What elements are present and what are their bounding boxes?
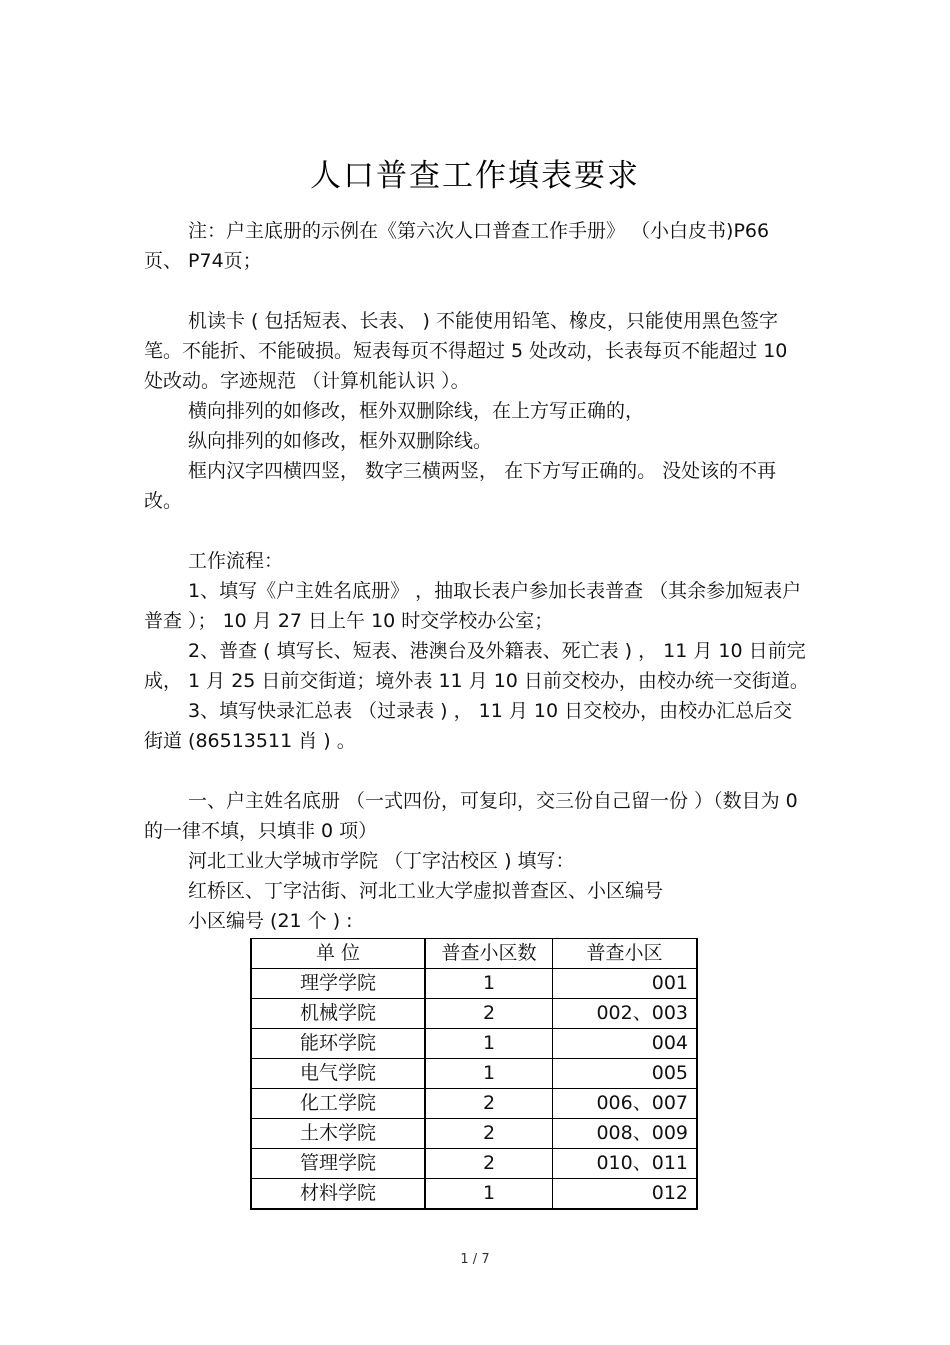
cell-subdistricts: 006、007 <box>553 1089 698 1119</box>
cell-count: 2 <box>425 1089 553 1119</box>
cell-unit: 理学学院 <box>251 969 425 999</box>
workflow-heading: 工作流程： <box>188 550 284 572</box>
table-row <box>251 1059 697 1089</box>
cell-subdistricts: 004 <box>553 1029 698 1059</box>
cell-unit: 能环学院 <box>251 1029 425 1059</box>
cell-subdistricts: 008、009 <box>553 1119 698 1149</box>
cell-subdistricts: 005 <box>553 1059 698 1089</box>
table-row <box>251 1179 697 1210</box>
cell-count: 1 <box>425 1029 553 1059</box>
table-header-row <box>251 939 697 969</box>
cell-unit: 土木学院 <box>251 1119 425 1149</box>
district-line: 红桥区、丁字沽街、河北工业大学虚拟普查区、小区编号 <box>188 880 664 902</box>
cell-unit: 化工学院 <box>251 1089 425 1119</box>
subdistrict-count-line: 小区编号 (21 个 ) : <box>188 910 353 932</box>
spacer <box>144 516 809 546</box>
workflow-step-1: 1、填写《户主姓名底册》 ，抽取长表户参加长表普查 （其余参加短表户普查 ）； 10 月 27 日上午 10 时交学校办公室； <box>144 580 802 632</box>
page-title: 人口普查工作填表要求 <box>310 158 640 194</box>
table-row <box>251 1089 697 1119</box>
cell-count: 2 <box>425 999 553 1029</box>
cell-count: 1 <box>425 1059 553 1089</box>
cell-unit: 管理学院 <box>251 1149 425 1179</box>
table-row <box>251 969 697 999</box>
header-subdistricts: 普查小区 <box>553 939 698 969</box>
school-line: 河北工业大学城市学院 （丁字沽校区 ) 填写： <box>188 850 575 872</box>
cell-unit: 机械学院 <box>251 999 425 1029</box>
table-row <box>251 1119 697 1149</box>
cell-subdistricts: 001 <box>553 969 698 999</box>
page-number: 1 / 7 <box>460 1252 490 1267</box>
document-body <box>144 216 809 1210</box>
cell-unit: 电气学院 <box>251 1059 425 1089</box>
horizontal-correction-rule: 横向排列的如修改，框外双删除线，在上方写正确的， <box>188 400 645 422</box>
cell-unit: 材料学院 <box>251 1179 425 1210</box>
cell-count: 1 <box>425 969 553 999</box>
header-subdistrict-count: 普查小区数 <box>425 939 553 969</box>
table-row <box>251 999 697 1029</box>
cell-count: 1 <box>425 1179 553 1210</box>
spacer <box>144 756 809 786</box>
table-row <box>251 1149 697 1179</box>
workflow-step-2: 2、普查 ( 填写长、短表、港澳台及外籍表、死亡表 ) ， 11 月 10 日前完成， 1 月 25 日前交街道；境外表 11 月 10 日前交校办，由校办统一交街道。 <box>144 640 809 692</box>
cell-subdistricts: 012 <box>553 1179 698 1210</box>
cell-count: 2 <box>425 1119 553 1149</box>
note-paragraph: 注：户主底册的示例在《第六次人口普查工作手册》 （小白皮书)P66 页、 P74页； <box>144 220 770 272</box>
vertical-correction-rule: 纵向排列的如修改，框外双删除线。 <box>188 430 493 452</box>
workflow-step-3: 3、填写快录汇总表 （过录表 ) ， 11 月 10 日交校办，由校办汇总后交街道 (86513511 肖 ) 。 <box>144 700 793 752</box>
machine-card-paragraph: 机读卡 ( 包括短表、长表、 ) 不能使用铅笔、橡皮，只能使用黑色签字笔。不能折、不能破损。短表每页不得超过 5 处改动，长表每页不能超过 10 处改动。字迹规范 （计算机能认识 ）。 <box>144 310 788 392</box>
inbox-correction-rule: 框内汉字四横四竖， 数字三横两竖， 在下方写正确的。 没处该的不再改。 <box>144 460 777 512</box>
header-unit: 单 位 <box>251 939 425 969</box>
table-row <box>251 1029 697 1059</box>
cell-subdistricts: 010、011 <box>553 1149 698 1179</box>
cell-count: 2 <box>425 1149 553 1179</box>
cell-subdistricts: 002、003 <box>553 999 698 1029</box>
section-one-heading: 一、户主姓名底册 （一式四份，可复印，交三份自己留一份 ）（数目为 0 的一律不填，只填非 0 项） <box>144 790 798 842</box>
census-subdistrict-table <box>250 938 698 1210</box>
spacer <box>144 276 809 306</box>
